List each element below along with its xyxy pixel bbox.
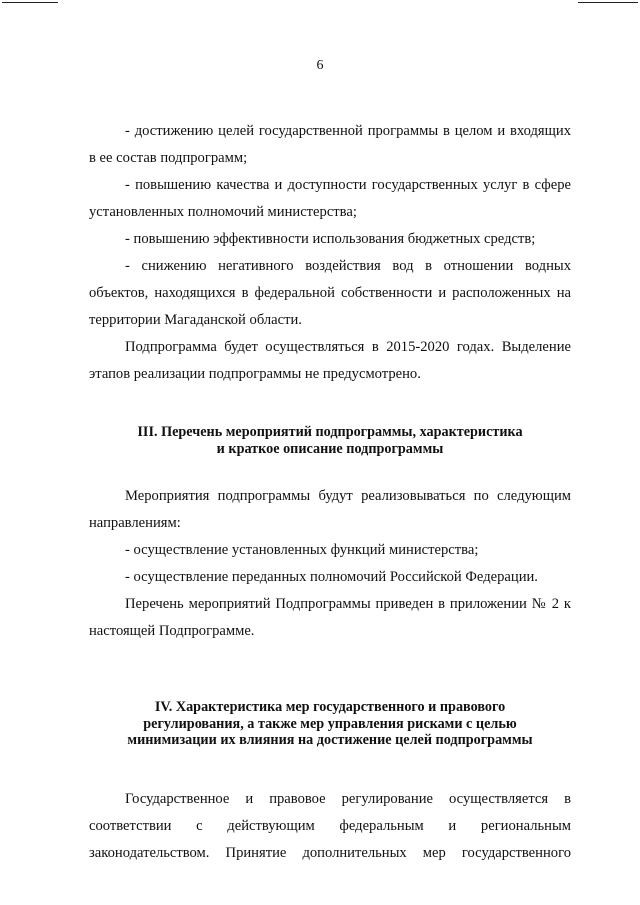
intro-item-3: - повышению эффективности использования бюджетных средств; xyxy=(125,231,536,247)
section3-heading xyxy=(89,424,571,457)
intro-item-4: - снижению негативного воздействия вод в отношении водных объектов, находящихся в федеральной собственности и расположенных на территории Магаданской области. xyxy=(89,258,571,328)
section4-title-line3: минимизации их влияния на достижение целей подпрограммы xyxy=(127,732,533,748)
document-body xyxy=(89,118,571,867)
top-right-rule xyxy=(578,2,638,3)
intro-period: Подпрограмма будет осуществляться в 2015-2020 годах. Выделение этапов реализации подпрограммы не предусмотрено. xyxy=(89,339,571,382)
section4-title-line1: IV. Характеристика мер государственного и правового xyxy=(154,699,506,715)
section3-title-line1: III. Перечень мероприятий подпрограммы, характеристика xyxy=(137,424,523,440)
section4-body: Государственное и правовое регулирование осуществляется в соответствии с действующим федеральным и региональным законодательством. Принятие дополнительных мер государственного xyxy=(89,790,571,861)
section3-item-2: - осуществление переданных полномочий Российской Федерации. xyxy=(125,569,538,585)
top-left-rule xyxy=(2,2,58,3)
intro-item-2: - повышению качества и доступности государственных услуг в сфере установленных полномочий министерства; xyxy=(89,177,571,220)
section3-title-line2: и краткое описание подпрограммы xyxy=(216,440,444,457)
section4-title-line2: регулирования, а также мер управления рисками с целью xyxy=(143,715,517,732)
intro-item-1: - достижению целей государственной программы в целом и входящих в ее состав подпрограмм; xyxy=(89,123,571,166)
section4-heading xyxy=(89,699,571,749)
section3-item-1: - осуществление установленных функций министерства; xyxy=(125,542,479,558)
page-number: 6 xyxy=(316,58,324,73)
section3-lead: Мероприятия подпрограммы будут реализовываться по следующим направлениям: xyxy=(89,488,571,531)
section3-appendix-note: Перечень мероприятий Подпрограммы приведен в приложении № 2 к настоящей Подпрограмме. xyxy=(89,596,571,639)
